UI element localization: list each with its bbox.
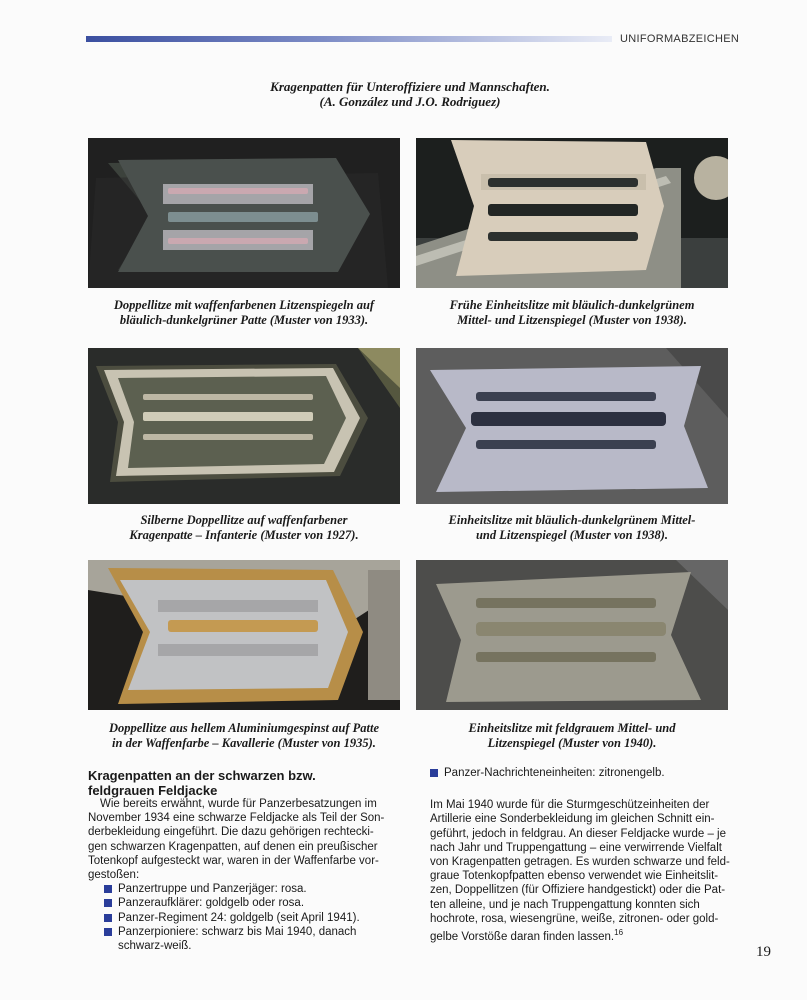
- caption-line: Kragenpatte – Infanterie (Muster von 1927).: [129, 528, 359, 542]
- photo-collar-patch-2: [416, 138, 728, 288]
- left-column: [88, 797, 418, 953]
- photo-collar-patch-6: [416, 560, 728, 710]
- bullet-square-icon: [104, 914, 112, 922]
- photo-caption-2: [416, 298, 728, 328]
- paragraph-line-text: gelbe Vorstöße daran finden lassen.: [430, 930, 615, 943]
- paragraph-line: graue Totenkopfpatten ebenso verwendet wie Einheitslit-: [430, 870, 719, 883]
- list-item: [104, 911, 418, 925]
- caption-line: Einheitslitze mit feldgrauem Mittel- und: [468, 721, 676, 735]
- paragraph-line: Totenkopf aufgesteckt war, waren in der Waffenfarbe vor-: [88, 854, 379, 867]
- list-item-text: Panzeraufklärer: goldgelb oder rosa.: [118, 897, 305, 910]
- list-item: [104, 882, 418, 896]
- caption-line: bläulich-dunkelgrüner Patte (Muster von 1933).: [119, 313, 369, 327]
- caption-line: und Litzenspiegel (Muster von 1938).: [475, 528, 669, 542]
- paragraph-line: ten alleine, und je nach Truppengattung konnten sich: [430, 898, 700, 911]
- section-heading-line: Kragenpatten an der schwarzen bzw.: [88, 768, 316, 783]
- paragraph-line: Wie bereits erwähnt, wurde für Panzerbesatzungen im: [100, 798, 377, 810]
- photo-caption-4: [416, 513, 728, 543]
- running-head: UNIFORMABZEICHEN: [620, 33, 740, 45]
- footnote-ref: 16: [614, 928, 624, 938]
- right-column: [430, 766, 730, 944]
- caption-line: Doppellitze aus hellem Aluminiumgespinst auf Patte: [108, 721, 380, 735]
- photo-collar-patch-5: [88, 560, 400, 710]
- figure-caption-line1: Kragenpatten für Unteroffiziere und Mannschaften.: [270, 79, 550, 94]
- list-item: [104, 925, 418, 939]
- list-item: [430, 766, 730, 780]
- paragraph-line: zen, Doppellitzen (für Offiziere handgestickt) oder die Pat-: [430, 884, 726, 897]
- collar-patch-image: [416, 138, 728, 288]
- photo-collar-patch-4: [416, 348, 728, 504]
- caption-line: Frühe Einheitslitze mit bläulich-dunkelgrünem: [449, 298, 695, 312]
- photo-collar-patch-3: [88, 348, 400, 504]
- photo-caption-1: [88, 298, 400, 328]
- caption-line: Einheitslitze mit bläulich-dunkelgrünem Mittel-: [448, 513, 696, 527]
- paragraph-line: gestoßen:: [88, 869, 140, 882]
- list-item-continuation: schwarz-weiß.: [118, 940, 192, 953]
- paragraph-line: nach Jahr und Truppengattung – eine verwirrende Vielfalt: [430, 841, 722, 854]
- list-item-text: Panzer-Nachrichteneinheiten: zitronengelb.: [444, 767, 665, 779]
- bullet-square-icon: [104, 885, 112, 893]
- caption-line: Mittel- und Litzenspiegel (Muster von 1938).: [457, 313, 687, 327]
- figure-caption-line2: (A. González und J.O. Rodriguez): [319, 94, 501, 109]
- header-rule: [86, 36, 612, 42]
- bullet-square-icon: [104, 928, 112, 936]
- photo-caption-3: [88, 513, 400, 543]
- paragraph-line: November 1934 eine schwarze Feldjacke als Teil der Son-: [88, 812, 385, 825]
- caption-line: Doppellitze mit waffenfarbenen Litzenspiegeln auf: [113, 298, 375, 312]
- paragraph-line: [430, 926, 730, 944]
- bullet-square-icon: [104, 899, 112, 907]
- paragraph-line: Artillerie eine Sonderbekleidung im gleichen Schnitt ein-: [430, 813, 715, 826]
- list-item-text: Panzer-Regiment 24: goldgelb (seit April 1941).: [118, 911, 360, 924]
- caption-line: Silberne Doppellitze auf waffenfarbener: [140, 513, 348, 527]
- paragraph-line: gen schwarzen Kragenpatten, auf denen ein preußischer: [88, 840, 378, 853]
- collar-patch-image: [416, 348, 728, 504]
- collar-patch-image: [88, 560, 400, 710]
- photo-collar-patch-1: [88, 138, 400, 288]
- figure-caption: [190, 79, 630, 109]
- list-item: [104, 896, 418, 910]
- paragraph-line: von Kragenpatten getragen. Es wurden schwarze und feld-: [430, 856, 730, 869]
- bullet-square-icon: [430, 769, 438, 777]
- paragraph-line: derbekleidung eingeführt. Die dazu gehörigen rechtecki-: [88, 826, 374, 839]
- collar-patch-image: [416, 560, 728, 710]
- section-heading-line: feldgrauen Feldjacke: [88, 783, 218, 798]
- paragraph-line: Im Mai 1940 wurde für die Sturmgeschützeinheiten der: [430, 799, 710, 812]
- paragraph-line: hochrote, rosa, wiesengrüne, weiße, zitronen- oder gold-: [430, 912, 719, 925]
- paragraph-line: geführt, jedoch in feldgrau. An dieser Feldjacke wurde – je: [430, 827, 726, 840]
- collar-patch-image: [88, 348, 400, 504]
- collar-patch-image: [88, 138, 400, 288]
- list-item-text: Panzertruppe und Panzerjäger: rosa.: [118, 883, 307, 896]
- list-item-text: Panzerpioniere: schwarz bis Mai 1940, danach: [118, 925, 357, 938]
- page-number: 19: [756, 944, 771, 960]
- photo-caption-6: [416, 721, 728, 751]
- section-heading: [88, 768, 408, 798]
- caption-line: in der Waffenfarbe – Kavallerie (Muster von 1935).: [112, 736, 376, 750]
- photo-caption-5: [88, 721, 400, 751]
- caption-line: Litzenspiegel (Muster von 1940).: [487, 736, 657, 750]
